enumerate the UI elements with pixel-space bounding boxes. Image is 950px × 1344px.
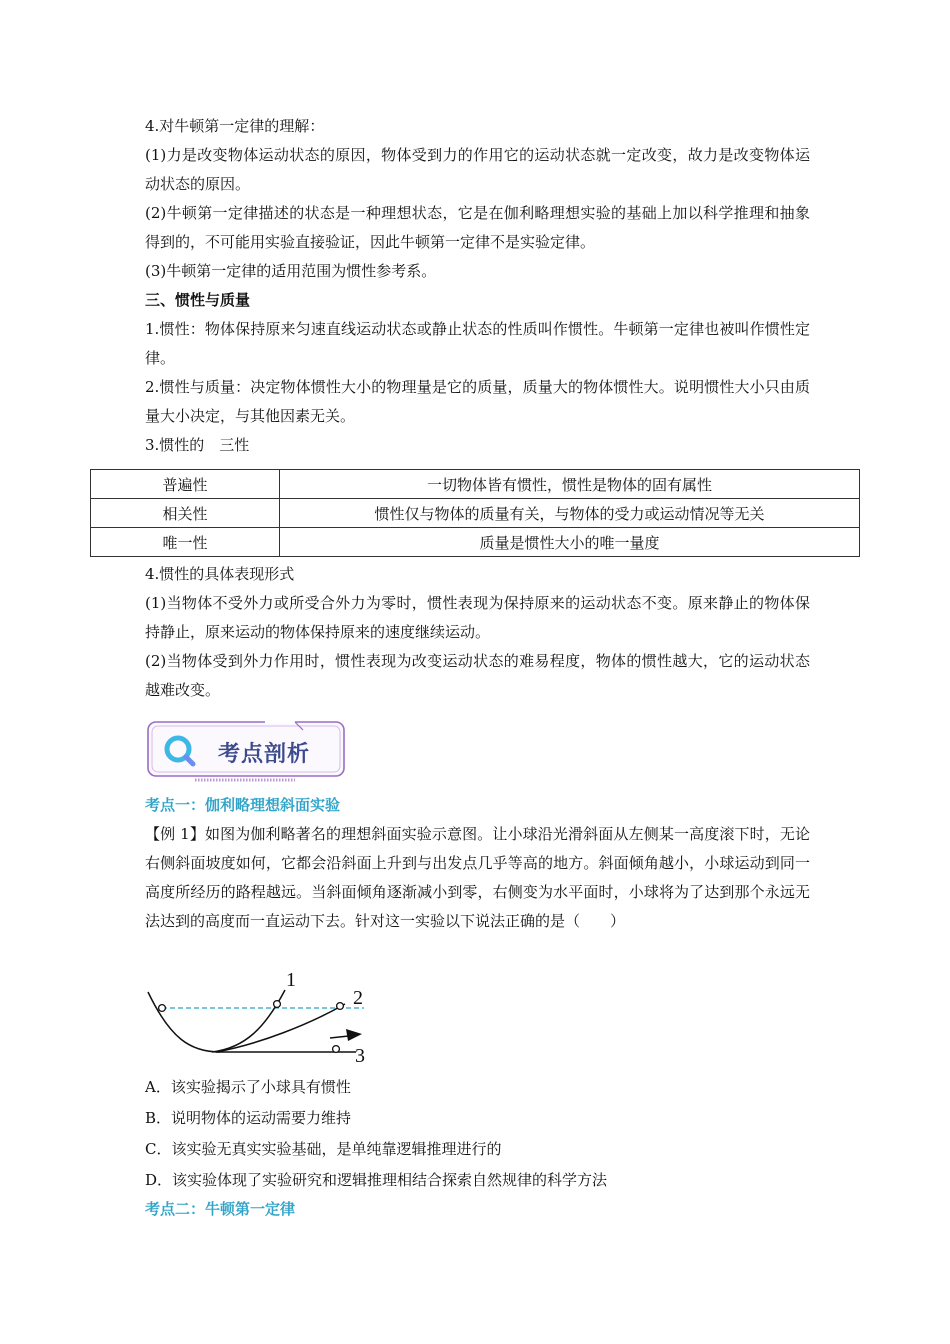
forms-p1: (1)当物体不受外力或所受合外力为零时，惯性表现为保持原来的运动状态不变。原来静止的物体保持静止，原来运动的物体保持原来的速度继续运动。 [145,594,810,641]
example1-text: 【例 1】如图为伽利略著名的理想斜面实验示意图。让小球沿光滑斜面从左侧某一高度滚下时，无论右侧斜面坡度如何，它都会沿斜面上升到与出发点几乎等高的地方。斜面倾角越小，小球运动到同一高度所经历的路程越远。当斜面倾角逐渐减小到零，右侧变为水平面时，小球将为了达到那个永远无法达到的高度而一直运动下去。针对这一实验以下说法正确的是（ ） [145,825,810,930]
incline-diagram [140,968,372,1066]
table-key: 相关性 [91,499,280,528]
curve-label-1: 1 [286,969,296,991]
curve-label-2: 2 [353,987,363,1009]
inertia-table [90,469,860,557]
table-value: 一切物体皆有惯性，惯性是物体的固有属性 [280,470,860,499]
table-row [91,528,860,557]
section3-p1: 1.惯性：物体保持原来匀速直线运动状态或静止状态的性质叫作惯性。牛顿第一定律也被叫作惯性定律。 [145,320,810,367]
section3-p2: 2.惯性与质量：决定物体惯性大小的物理量是它的质量，质量大的物体惯性大。说明惯性大小只由质量大小决定，与其他因素无关。 [145,378,810,425]
option-c: C．该实验无真实实验基础，是单纯靠逻辑推理进行的 [145,1140,502,1158]
point1-section [145,791,810,936]
forms-title: 4.惯性的具体表现形式 [145,565,295,583]
banner-label: 考点剖析 [218,742,311,767]
option-d: D．该实验体现了实验研究和逻辑推理相结合探索自然规律的科学方法 [145,1171,608,1189]
option-a: A．该实验揭示了小球具有惯性 [145,1078,351,1096]
understanding-p1: (1)力是改变物体运动状态的原因，物体受到力的作用它的运动状态就一定改变，故力是改变物体运动状态的原因。 [145,146,810,193]
kaodian-banner [145,718,347,782]
table-value: 质量是惯性大小的唯一量度 [280,528,860,557]
understanding-title: 4.对牛顿第一定律的理解： [145,117,325,135]
table-row [91,470,860,499]
forms-p2: (2)当物体受到外力作用时，惯性表现为改变运动状态的难易程度，物体的惯性越大，它的运动状态越难改变。 [145,652,810,699]
section3-heading: 三、惯性与质量 [145,291,251,309]
table-value: 惯性仅与物体的质量有关，与物体的受力或运动情况等无关 [280,499,860,528]
understanding-p3: (3)牛顿第一定律的适用范围为惯性参考系。 [145,262,437,280]
point2-title: 考点二：牛顿第一定律 [145,1200,296,1218]
section3-p3: 3.惯性的 三性 [145,436,250,454]
curve-label-3: 3 [355,1045,365,1066]
point1-title: 考点一：伽利略理想斜面实验 [145,796,341,814]
incline-figure [140,968,372,1066]
forms-section [145,560,810,705]
options-list [145,1072,810,1196]
table-key: 普遍性 [91,470,280,499]
table-key: 唯一性 [91,528,280,557]
table-row [91,499,860,528]
understanding-section [145,112,810,460]
option-b: B．说明物体的运动需要力维持 [145,1109,352,1127]
point2-section [145,1195,295,1224]
understanding-p2: (2)牛顿第一定律描述的状态是一种理想状态，它是在伽利略理想实验的基础上加以科学推理和抽象得到的，不可能用实验直接验证，因此牛顿第一定律不是实验定律。 [145,204,810,251]
